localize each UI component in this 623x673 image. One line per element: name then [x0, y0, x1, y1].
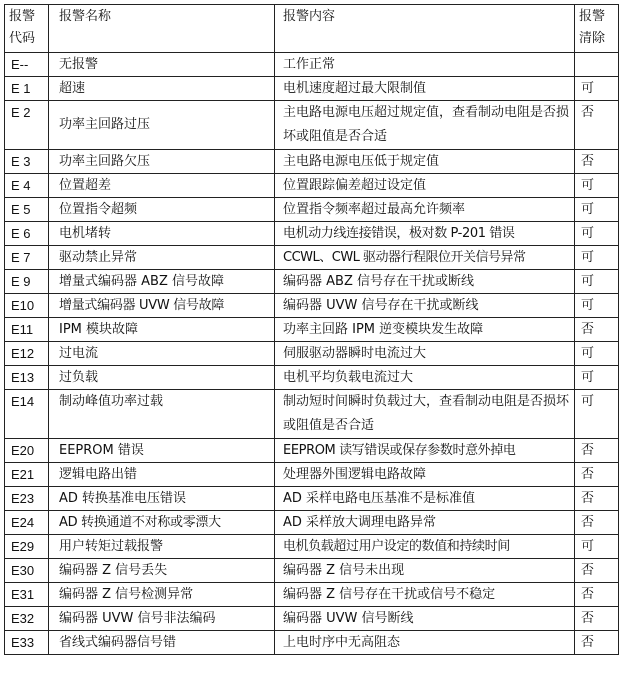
alarm-clear: 否: [575, 559, 619, 583]
alarm-code-table: [4, 4, 619, 655]
alarm-code: E12: [5, 342, 49, 366]
alarm-clear: 可: [575, 366, 619, 390]
alarm-content: 主电路电源电压超过规定值，查看制动电阻是否损坏或阻值是否合适: [275, 101, 575, 150]
alarm-content: 位置跟踪偏差超过设定值: [275, 174, 575, 198]
alarm-clear: 可: [575, 535, 619, 559]
alarm-clear: 否: [575, 511, 619, 535]
alarm-clear: 可: [575, 77, 619, 101]
alarm-name: 驱动禁止异常: [49, 246, 275, 270]
alarm-code: E31: [5, 583, 49, 607]
alarm-name: 编码器 Z 信号检测异常: [49, 583, 275, 607]
table-row: [5, 439, 619, 463]
alarm-clear: 否: [575, 607, 619, 631]
alarm-code: E14: [5, 390, 49, 439]
alarm-name: AD 转换通道不对称或零漂大: [49, 511, 275, 535]
table-row: [5, 342, 619, 366]
alarm-clear: 可: [575, 198, 619, 222]
alarm-clear: 否: [575, 101, 619, 150]
alarm-content: 编码器 Z 信号存在干扰或信号不稳定: [275, 583, 575, 607]
table-row: [5, 222, 619, 246]
alarm-clear: 可: [575, 390, 619, 439]
alarm-content: 编码器 UVW 信号存在干扰或断线: [275, 294, 575, 318]
table-row: [5, 390, 619, 439]
alarm-name: 超速: [49, 77, 275, 101]
alarm-name: 功率主回路过压: [49, 101, 275, 150]
table-row: [5, 318, 619, 342]
table-row: [5, 174, 619, 198]
alarm-content: 电机平均负载电流过大: [275, 366, 575, 390]
header-alarm-clear: 报警清除: [575, 5, 619, 53]
alarm-name: 编码器 UVW 信号非法编码: [49, 607, 275, 631]
alarm-name: 位置指令超频: [49, 198, 275, 222]
alarm-clear: 可: [575, 222, 619, 246]
alarm-content: EEPROM 读写错误或保存参数时意外掉电: [275, 439, 575, 463]
alarm-clear: 否: [575, 463, 619, 487]
table-row: [5, 463, 619, 487]
header-alarm-content: 报警内容: [275, 5, 575, 53]
alarm-content: 主电路电源电压低于规定值: [275, 150, 575, 174]
header-alarm-name: 报警名称: [49, 5, 275, 53]
table-row: [5, 270, 619, 294]
alarm-code: E 9: [5, 270, 49, 294]
alarm-content: 编码器 UVW 信号断线: [275, 607, 575, 631]
alarm-code: E32: [5, 607, 49, 631]
alarm-code: E13: [5, 366, 49, 390]
alarm-clear: 否: [575, 631, 619, 655]
alarm-code: E23: [5, 487, 49, 511]
alarm-content: 电机负载超过用户设定的数值和持续时间: [275, 535, 575, 559]
table-row: [5, 487, 619, 511]
alarm-name: 位置超差: [49, 174, 275, 198]
alarm-name: 增量式编码器 UVW 信号故障: [49, 294, 275, 318]
alarm-code: E 1: [5, 77, 49, 101]
alarm-clear: 否: [575, 583, 619, 607]
alarm-clear: 否: [575, 439, 619, 463]
alarm-content: 上电时序中无高阻态: [275, 631, 575, 655]
alarm-code: E 2: [5, 101, 49, 150]
table-row: [5, 535, 619, 559]
alarm-content: 位置指令频率超过最高允许频率: [275, 198, 575, 222]
alarm-code: E11: [5, 318, 49, 342]
alarm-name: 功率主回路欠压: [49, 150, 275, 174]
table-row: [5, 607, 619, 631]
alarm-name: 逻辑电路出错: [49, 463, 275, 487]
alarm-content: 功率主回路 IPM 逆变模块发生故障: [275, 318, 575, 342]
alarm-content: AD 采样电路电压基准不是标准值: [275, 487, 575, 511]
header-alarm-code: 报警代码: [5, 5, 49, 53]
table-row: [5, 150, 619, 174]
alarm-code: E--: [5, 53, 49, 77]
alarm-code: E 4: [5, 174, 49, 198]
alarm-clear: 可: [575, 174, 619, 198]
alarm-name: 过电流: [49, 342, 275, 366]
alarm-code: E 5: [5, 198, 49, 222]
alarm-name: 用户转矩过载报警: [49, 535, 275, 559]
alarm-code: E24: [5, 511, 49, 535]
alarm-name: 制动峰值功率过载: [49, 390, 275, 439]
alarm-clear: 可: [575, 342, 619, 366]
alarm-content: 工作正常: [275, 53, 575, 77]
table-row: [5, 583, 619, 607]
alarm-name: 电机堵转: [49, 222, 275, 246]
alarm-content: 电机动力线连接错误，极对数 P-201 错误: [275, 222, 575, 246]
alarm-clear: 可: [575, 270, 619, 294]
table-row: [5, 53, 619, 77]
alarm-code: E29: [5, 535, 49, 559]
alarm-code: E 6: [5, 222, 49, 246]
alarm-name: 增量式编码器 ABZ 信号故障: [49, 270, 275, 294]
alarm-name: 过负载: [49, 366, 275, 390]
alarm-clear: 可: [575, 246, 619, 270]
alarm-name: 无报警: [49, 53, 275, 77]
alarm-name: IPM 模块故障: [49, 318, 275, 342]
table-header-row: [5, 5, 619, 53]
table-row: [5, 198, 619, 222]
alarm-content: 编码器 Z 信号未出现: [275, 559, 575, 583]
alarm-code: E10: [5, 294, 49, 318]
alarm-clear: 否: [575, 318, 619, 342]
alarm-content: 编码器 ABZ 信号存在干扰或断线: [275, 270, 575, 294]
table-row: [5, 559, 619, 583]
alarm-content: 制动短时间瞬时负载过大，查看制动电阻是否损坏或阻值是否合适: [275, 390, 575, 439]
table-row: [5, 366, 619, 390]
table-row: [5, 77, 619, 101]
alarm-clear: 否: [575, 150, 619, 174]
alarm-content: 电机速度超过最大限制值: [275, 77, 575, 101]
alarm-name: AD 转换基准电压错误: [49, 487, 275, 511]
alarm-clear: [575, 53, 619, 77]
alarm-name: EEPROM 错误: [49, 439, 275, 463]
alarm-code: E 7: [5, 246, 49, 270]
alarm-code: E33: [5, 631, 49, 655]
alarm-content: 处理器外围逻辑电路故障: [275, 463, 575, 487]
alarm-content: AD 采样放大调理电路异常: [275, 511, 575, 535]
table-row: [5, 246, 619, 270]
alarm-code: E20: [5, 439, 49, 463]
alarm-name: 编码器 Z 信号丢失: [49, 559, 275, 583]
alarm-name: 省线式编码器信号错: [49, 631, 275, 655]
table-row: [5, 631, 619, 655]
alarm-code: E30: [5, 559, 49, 583]
table-row: [5, 294, 619, 318]
alarm-code: E 3: [5, 150, 49, 174]
alarm-clear: 否: [575, 487, 619, 511]
alarm-code: E21: [5, 463, 49, 487]
alarm-content: CCWL、CWL 驱动器行程限位开关信号异常: [275, 246, 575, 270]
table-row: [5, 101, 619, 150]
table-row: [5, 511, 619, 535]
alarm-content: 伺服驱动器瞬时电流过大: [275, 342, 575, 366]
alarm-clear: 可: [575, 294, 619, 318]
